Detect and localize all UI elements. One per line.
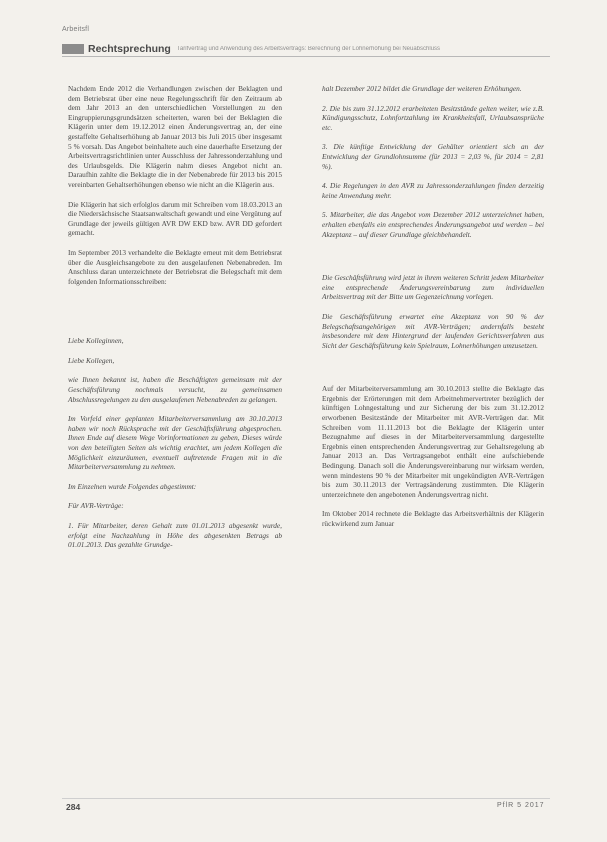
left-column [68,84,282,560]
journal-issue: PflR 5 2017 [497,802,545,809]
quoted-paragraph: 1. Für Mitarbeiter, deren Gehalt zum 01.01.2013 abgesenkt wurde, erfolgt eine Nachzahlung in Höhe des abgesenkten Betrags ab 01.01.2013. Das gezahlte Grundge- [68,521,282,550]
spacer [68,296,282,336]
paragraph: Im September 2013 verhandelte die Beklagte erneut mit dem Betriebsrat über die Ausgleichsangebote zu den ausgelaufenen Nebenabreden. Im Anschluss daran unterzeichnete der Betriebsrat die Belegschaft mit dem folgenden Informationsschreiben: [68,247,282,286]
quoted-paragraph: Die Geschäftsführung erwartet eine Akzeptanz von 90 % der Belegschaftsangehörigen mit AVR-Verträgen; andernfalls besteht insbesondere mit dem Hintergrund der laufenden Gerichtsverfahren aus Sicht der Geschäftsführung kein Spielraum, Lohnerhöhungen umzusetzen. [322,311,544,350]
right-column [322,84,544,539]
quoted-paragraph: halt Dezember 2012 bildet die Grundlage der weiteren Erhöhungen. [322,84,522,93]
paragraph: Die Klägerin hat sich erfolglos darum mit Schreiben vom 18.03.2013 an die Niedersächsische Staatsanwaltschaft gewandt und eine Vergütung auf Grundlage der jeweils gültigen AVR DW EKD bzw. AVR DD gefordert gemacht. [68,199,282,238]
spacer [322,360,544,384]
quoted-paragraph: Im Vorfeld einer geplanten Mitarbeiterversammlung am 30.10.2013 haben wir noch Rücksprache mit der Geschäftsführung abgesprochen. Ihnen Ende auf diesem Wege Vorinformationen zu geben, Dieses würde von den beteiligten Seiten als wichtig erachtet, um jedem Kollegen die Möglichkeit einzuräumen, eventuell auftretende Fragen mit in die Mitarbeiterversammlung zu nehmen. [68,414,282,472]
quoted-paragraph: Im Einzelnen wurde Folgendes abgestimmt: [68,481,197,491]
salutation: Liebe Kolleginnen, [68,336,124,346]
paragraph: Nachdem Ende 2012 die Verhandlungen zwischen der Beklagten und dem Betriebsrat über eine neue Regelungsschrift für den Zeitraum ab dem Jahr 2013 an den unterschiedlichen Vorstellungen zu den Eingruppierungsgrundsätzen scheiterten, waren bei der Beklagten die Klägerin unter dem 19.12.2012 einen Änderungsvertrag an, der eine gestaffelte Gehaltserhöhung ab Januar 2013 bis Juli 2015 über insgesamt 5 % vorsah. Das Angebot beinhaltete auch eine dauerhafte Ersetzung der Arbeitsvertragsrichtlinien unter Ausschluss der Jahressonderzahlung und des Urlaubsgelds. Die Klägerin nahm dieses Angebot nicht an. Daraufhin zahlte die Beklagte die in der Nebenabrede für 2013 bis 2015 vereinbarten Gehaltserhöhungen ebenso wie nicht an die Klägerin aus. [68,84,282,189]
spacer [322,249,544,273]
section-label: Arbeitsfl [62,26,90,33]
header-marker [62,44,84,54]
header-bar [62,42,550,57]
quoted-paragraph: 2. Die bis zum 31.12.2012 erarbeiteten Besitzstände gelten weiter, wie z.B. Kündigungsschutz, Lohnfortzahlung im Krankheitsfall, Urlaubsansprüche etc. [322,103,544,132]
salutation: Liebe Kollegen, [68,355,115,365]
quoted-paragraph: 3. Die künftige Entwicklung der Gehälter orientiert sich an der Entwicklung der Grundlohnsumme (für 2013 = 2,03 %, für 2014 = 2,81 %). [322,142,544,171]
quoted-paragraph: Die Geschäftsführung wird jetzt in ihrem weiteren Schritt jedem Mitarbeiter eine entsprechende Änderungsvereinbarung zum individuellen Arbeitsvertrag mit der Bitte um Gegenzeichnung vorlegen. [322,273,544,302]
header-title: Rechtsprechung [88,43,171,55]
paragraph: Im Oktober 2014 rechnete die Beklagte das Arbeitsverhältnis der Klägerin rückwirkend zum Januar [322,509,544,528]
footer-divider [62,798,550,799]
quoted-paragraph: wie Ihnen bekannt ist, haben die Beschäftigten gemeinsam mit der Geschäftsführung nochmals versucht, zu gemeinsamen Abschlussregelungen zu den ausgelaufenen Nebenabreden zu gelangen. [68,375,282,404]
quoted-paragraph: 4. Die Regelungen in den AVR zu Jahressonderzahlungen finden derzeitig keine Anwendung mehr. [322,181,544,200]
header-subtitle: Tarifvertrag und Anwendung des Arbeitsvertrags: Berechnung der Lohnerhöhung bei Neuabschluss [176,46,441,52]
quoted-heading: Für AVR-Verträge: [68,501,124,511]
paragraph: Auf der Mitarbeiterversammlung am 30.10.2013 stellte die Beklagte das Ergebnis der Erörterungen mit dem Arbeitnehmervertreter bezüglich der künftigen Lohngestaltung und zur Sicherung der bis zum 31.12.2012 erworbenen Besitzstände der Mitarbeiter mit AVR-Verträgen dar. Mit Schreiben vom 11.11.2013 bot die Beklagte der Klägerin unter Bezugnahme auf dieses in der Mitarbeiterversammlung dargestellte Ergebnis einen entsprechenden Änderungsvertrag zur Gehaltsregelung ab Januar 2013 an. Das Vertragsangebot enthält eine aufschiebende Bedingung. Danach soll die Änderungsvereinbarung nur wirksam werden, wenn mindestens 90 % der Mitarbeiter mit ungekündigten AVR-Verträgen bis zum 30.11.2013 der Vertragsänderung zustimmten. Die Klägerin unterzeichnete den angebotenen Änderungsvertrag nicht. [322,384,544,499]
quoted-paragraph: 5. Mitarbeiter, die das Angebot vom Dezember 2012 unterzeichnet haben, erhalten ebenfalls ein entsprechendes Änderungsangebot und werden – bei Akzeptanz – auf dieser Grundlage gleichbehandelt. [322,210,544,239]
page-number: 284 [66,802,81,812]
